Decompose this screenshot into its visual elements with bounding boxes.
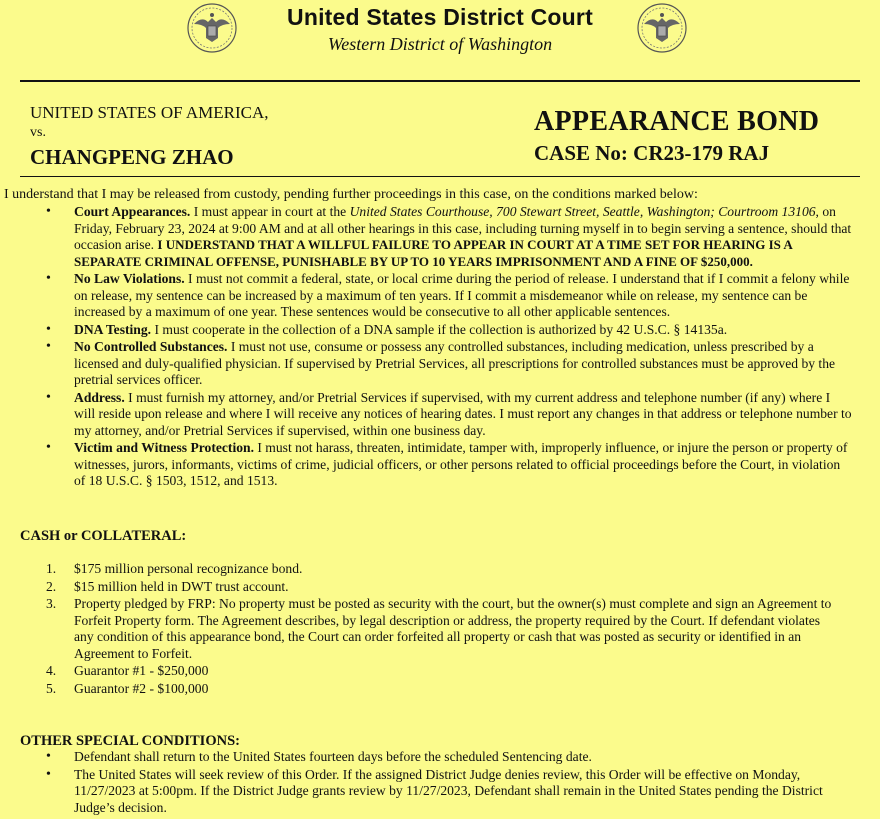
other-conditions-list [0,749,880,817]
other-conditions-heading: OTHER SPECIAL CONDITIONS: [20,733,240,749]
item-text: Property pledged by FRP: No property must be posted as security with the court, but the owner(s) must complete and sign an Agreement to Forfeit Property form. The Agreement describes, by legal description or address, the property required by the Court. If defendant violates any condition of this appearance bond, the Court can order forfeited all property or cash that was posted as security or identified in an Agreement to Forfeit. [74,596,832,661]
list-item [0,579,880,596]
case-number: CASE No: CR23-179 RAJ [534,141,770,165]
condition-dna-testing [0,322,880,339]
list-item [0,561,880,578]
item-text: Guarantor #1 - $250,000 [74,663,209,678]
divider [20,176,860,177]
condition-no-law-violations [0,271,880,321]
item-number: 1. [46,561,57,576]
versus-label: vs. [30,125,46,140]
item-text: $175 million personal recognizance bond. [74,561,303,576]
condition-no-controlled-substances [0,339,880,389]
condition-title: No Law Violations. [74,271,185,286]
condition-text: I must not use, consume or possess any controlled substances, including medication, unless prescribed by a licensed and duly-qualified physician. If supervised by Pretrial Services, all prescriptions for controlled substances must be approved by the pretrial services officer. [74,339,836,387]
intro-text: I understand that I may be released from custody, pending further proceedings in this case, on the conditions marked below: [4,187,698,202]
condition-text: I must not commit a federal, state, or local crime during the period of release. I understand that if I commit a felony while on release, my sentence can be increased by a maximum of ten years. If I commit a misdemeanor while on release, my sentence can be increased by a maximum of one year. These sentences would be consecutive to all other applicable sentences. [74,271,850,319]
court-name: United States District Court [287,4,593,30]
condition-victim-witness-protection [0,440,880,490]
condition-text: , on Friday, February 23, 2024 at 9:00 AM and at all other hearings in this case, including turning myself in to begin serving a sentence, should that occasion arise. [74,204,852,252]
district-name: Western District of Washington [327,34,553,54]
list-item [0,681,880,698]
condition-title: DNA Testing. [74,321,152,337]
conditions-list [0,204,880,491]
condition-text: I must furnish my attorney, and/or Pretrial Services if supervised, with my current address and telephone number (if any) where I will reside upon release and where I will receive any notices of hearing dates. I must report any changes in that address or telephone number to my attorney, and/or Pretrial Services if supervised, within one business day. [74,389,852,438]
item-number: 4. [46,663,57,678]
courthouse-location: United States Courthouse, 700 Stewart Street, Seattle, Washington; Courtroom 13106 [349,204,816,219]
condition-text: I must cooperate in the collection of a DNA sample if the collection is authorized by 42 U.S.C. § 14135a. [151,321,728,337]
item-number: 2. [46,578,57,594]
plaintiff: UNITED STATES OF AMERICA, [30,103,269,122]
condition-title: No Controlled Substances. [74,339,228,354]
document-title: APPEARANCE BOND [534,106,820,137]
condition-address [0,390,880,440]
item-number: 5. [46,680,57,696]
list-item: • The United States will seek review of this Order. If the assigned District Judge denies review, this Order will be effective on Monday, 11/27/2023 at 5:00pm. If the District Judge grants review by 11/27/2023, Defendant shall remain in the United States pending the District Judge’s decision. [0,767,880,817]
item-text: Guarantor #2 - $100,000 [74,680,209,696]
cash-collateral-heading: CASH or COLLATERAL: [20,528,187,544]
condition-text: I must not harass, threaten, intimidate, tamper with, improperly influence, or injure the person or property of witnesses, jurors, informants, victims of crime, judicial officers, or other persons related to official proceedings before the Court, in violation of 18 U.S.C. § 1503, 1512, and 1513. [74,440,848,488]
condition-title: Court Appearances. [74,204,191,219]
list-item [0,596,880,662]
failure-to-appear-warning: I UNDERSTAND THAT A WILLFUL FAILURE TO APPEAR IN COURT AT A TIME SET FOR HEARING IS A SEPARATE CRIMINAL OFFENSE, PUNISHABLE BY UP TO 10 YEARS IMPRISONMENT AND A FINE OF $250,000. [74,237,793,269]
item-number: 3. [46,596,57,611]
condition-text: I must appear in court at the [190,204,350,219]
cash-collateral-list [0,561,880,698]
condition-title: Victim and Witness Protection. [74,440,254,455]
defendant: CHANGPENG ZHAO [30,145,234,169]
condition-title: Address. [74,389,125,405]
item-text: $15 million held in DWT trust account. [74,578,289,594]
divider [20,80,860,82]
list-item [0,663,880,680]
list-item: • Defendant shall return to the United States fourteen days before the scheduled Sentencing date. [0,749,880,766]
condition-court-appearances [0,204,880,270]
